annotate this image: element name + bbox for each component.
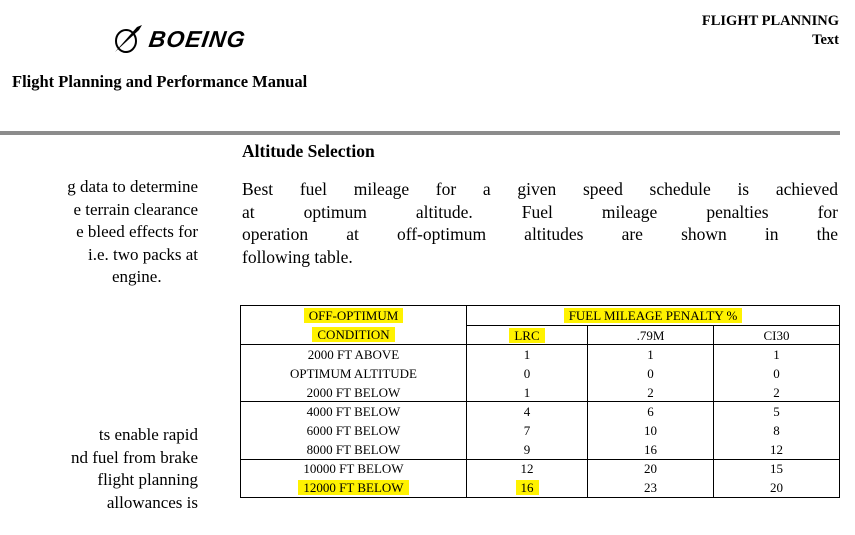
lrc-cell: 12 [520,461,534,477]
boeing-wordmark: BOEING [147,25,248,52]
condition-cell: 10000 FT BELOW [241,459,467,478]
m79-cell: 20 [588,459,714,478]
paragraph-line: at optimum altitude. Fuel mileage penalties for [242,201,838,222]
paragraph-line: Best fuel mileage for a given speed schedule is achieved [242,179,838,199]
table-row [241,364,840,383]
m79-cell: 23 [588,478,714,497]
left-line: g data to determine [67,177,198,196]
col-header-lrc: LRC [467,325,588,345]
left-line: ts enable rapid [98,425,198,444]
lrc-cell: 9 [467,440,588,459]
condition-cell: 12000 FT BELOW [241,478,467,497]
table-row [241,402,840,421]
left-line: i.e. two packs at [88,244,198,264]
fuel-mileage-penalty-table [240,305,840,498]
condition-cell: 2000 FT BELOW [241,383,467,402]
header-divider [0,131,840,135]
section-name: FLIGHT PLANNING [701,13,839,29]
ci30-cell: 15 [714,459,840,478]
condition-cell: 6000 FT BELOW [241,421,467,440]
left-line: flight planning [97,470,198,489]
left-line: allowances is [106,492,198,512]
ci30-cell: 2 [714,383,840,402]
lrc-cell: 1 [523,347,531,363]
table-row [241,478,840,497]
ci30-cell: 5 [714,402,840,421]
left-line: e bleed effects for [76,222,198,241]
lrc-cell: 7 [523,422,531,438]
ci30-cell: 0 [714,364,840,383]
m79-cell: 0 [588,364,714,383]
left-column-paragraph-2 [0,424,198,514]
section-header [702,12,839,50]
condition-cell: OPTIMUM ALTITUDE [241,364,467,383]
condition-header-line2: CONDITION [241,325,467,345]
left-line: e terrain clearance [73,199,198,219]
penalty-group-header: FUEL MILEAGE PENALTY % [467,306,840,326]
ci30-cell: 8 [714,421,840,440]
condition-cell: 4000 FT BELOW [241,402,467,421]
condition-header-line1: OFF-OPTIMUM [241,306,467,326]
ci30-cell: 12 [714,440,840,459]
boeing-logo [111,20,246,58]
table-row [241,459,840,478]
condition-cell: 8000 FT BELOW [241,440,467,459]
subsection-name: Text [812,32,839,48]
paragraph-line: operation at off-optimum altitudes are shown in the [242,224,838,244]
lrc-cell: 16 [467,478,588,497]
table-row [241,440,840,459]
m79-cell: 2 [588,383,714,402]
table-row [241,345,840,364]
lrc-cell: 1 [467,383,588,402]
lrc-cell: 0 [523,365,531,381]
ci30-cell: 20 [714,478,840,497]
paragraph-line: following table. [242,246,353,267]
m79-cell: 16 [588,440,714,459]
table-row [241,383,840,402]
m79-cell: 1 [588,345,714,364]
m79-cell: 10 [588,421,714,440]
altitude-selection-heading: Altitude Selection [242,141,375,161]
left-line: engine. [112,267,162,286]
left-line: nd fuel from brake [71,447,198,467]
left-column-paragraph-1 [0,176,198,289]
condition-cell: 2000 FT ABOVE [241,345,467,364]
m79-cell: 6 [588,402,714,421]
col-header-79m: .79M [588,325,714,345]
table-row [241,421,840,440]
altitude-selection-paragraph [242,178,838,268]
col-header-ci30: CI30 [714,325,840,345]
manual-title: Flight Planning and Performance Manual [12,72,308,91]
boeing-logo-icon [111,21,145,57]
lrc-cell: 4 [523,404,531,420]
ci30-cell: 1 [714,345,840,364]
